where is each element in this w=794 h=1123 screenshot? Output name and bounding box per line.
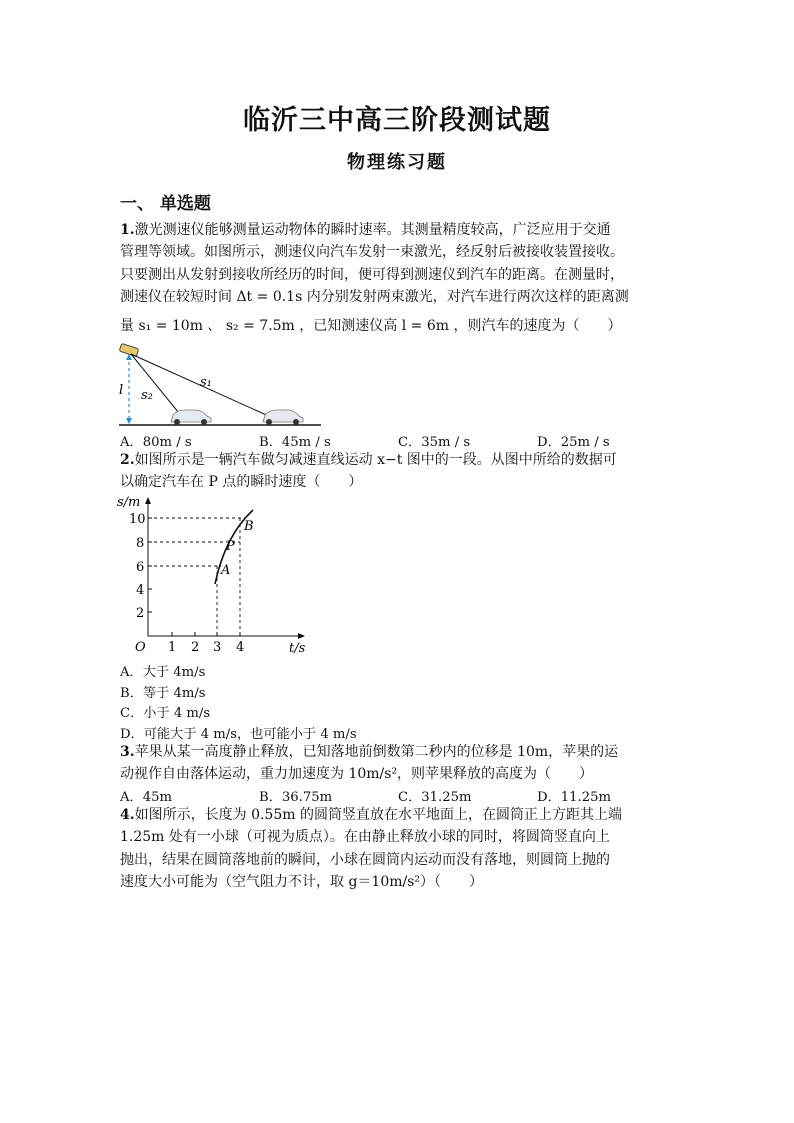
y-tick-6: 6 (136, 560, 145, 575)
q2-line-1 (120, 449, 676, 471)
car-far (263, 410, 303, 425)
question-1-text (120, 219, 676, 308)
q1-number: 1. (120, 222, 135, 238)
q1-line-1 (120, 219, 676, 241)
y-tick-2: 2 (136, 606, 145, 621)
q2-option-d[interactable]: D．可能大于 4 m/s，也可能小于 4 m/s (120, 727, 357, 742)
x-ticks (172, 632, 240, 636)
q4-line-4: 速度大小可能为（空气阻力不计，取 g＝10m/s²）（ ） (120, 873, 484, 890)
q2-option-b[interactable]: B．等于 4m/s (120, 686, 206, 701)
page-title: 临沂三中高三阶段测试题 (243, 105, 551, 136)
y-tick-10: 10 (129, 512, 146, 527)
laser-speed-figure (115, 342, 325, 430)
label-s1: s₁ (200, 375, 212, 390)
y-ticks (148, 518, 152, 612)
q3-options (120, 786, 680, 805)
origin-label: O (135, 640, 146, 655)
y-axis-arrow (145, 497, 151, 504)
point-b-label: B (244, 519, 254, 534)
q1-line-2: 管理等领域。如图所示，测速仪向汽车发射一束激光，经反射后被接收装置接收。 (120, 244, 624, 261)
x-tick-3: 3 (213, 640, 222, 655)
x-tick-1: 1 (168, 640, 177, 655)
car-near (171, 410, 211, 425)
q2-line-2: 以确定汽车在 P 点的瞬时速度（ ） (120, 474, 363, 491)
question-3-text (120, 741, 676, 786)
q3-option-c[interactable]: C．31.25m (398, 790, 472, 805)
q4-number: 4. (120, 807, 135, 823)
q3-number: 3. (120, 744, 135, 760)
label-s2: s₂ (141, 388, 153, 403)
q1-option-d[interactable]: D．25m / s (537, 435, 610, 450)
point-a-label: A (221, 563, 231, 578)
q3-option-a[interactable]: A．45m (120, 790, 172, 805)
point-p-label: P (226, 539, 235, 554)
y-tick-4: 4 (136, 583, 145, 598)
q1-line-3: 只要测出从发射到接收所经历的时间，便可得到测速仪到汽车的距离。在测量时， (120, 266, 624, 283)
q3-line-1-text: 苹果从某一高度静止释放，已知落地前倒数第二秒内的位移是 10m，苹果的运 (134, 744, 619, 760)
x-tick-4: 4 (236, 640, 245, 655)
section-heading: 一、 单选题 (120, 194, 211, 214)
xt-graph (115, 492, 315, 660)
beam-s2 (131, 354, 183, 418)
q1-line-1-text: 激光测速仪能够测量运动物体的瞬时速率。其测量精度较高，广泛应用于交通 (134, 222, 611, 238)
q1-line-4: 测速仪在较短时间 Δt = 0.1s 内分别发射两束激光，对汽车进行两次这样的距离测 (120, 288, 629, 305)
x-axis-arrow (298, 633, 305, 639)
q1-option-c[interactable]: C．35m / s (398, 435, 471, 450)
height-arrow-bottom (126, 418, 132, 424)
page-subtitle: 物理练习题 (347, 152, 447, 173)
q1-option-a[interactable]: A．80m / s (120, 435, 192, 450)
q1-line-5: 量 s₁ = 10m 、 s₂ = 7.5m ，已知测速仪高 l = 6m ，则汽车的速度为（ ） (120, 318, 622, 334)
q2-line-1-text: 如图所示是一辆汽车做匀减速直线运动 x−t 图中的一段。从图中所给的数据可 (134, 452, 617, 468)
dashed-guides (148, 518, 246, 636)
q2-option-c[interactable]: C．小于 4 m/s (120, 706, 211, 721)
question-4-text (120, 804, 676, 893)
q1-options (120, 431, 680, 450)
q3-option-b[interactable]: B．36.75m (259, 790, 333, 805)
label-l: l (119, 383, 124, 398)
y-tick-8: 8 (136, 536, 145, 551)
q1-option-b[interactable]: B．45m / s (259, 435, 331, 450)
y-axis-label: s/m (117, 495, 141, 510)
q3-line-2: 动视作自由落体运动，重力加速度为 10m/s²，则苹果释放的高度为（ ） (120, 766, 594, 783)
q2-option-a[interactable]: A．大于 4m/s (120, 665, 206, 680)
q4-line-1 (120, 804, 676, 826)
q3-line-1 (120, 741, 676, 763)
q4-line-1-text: 如图所示，长度为 0.55m 的圆筒竖直放在水平地面上，在圆筒正上方距其上端 (134, 807, 622, 823)
q3-option-d[interactable]: D．11.25m (537, 790, 612, 805)
question-2-text (120, 449, 676, 494)
x-axis-label: t/s (289, 641, 306, 656)
q2-number: 2. (120, 452, 135, 468)
q4-line-3: 抛出，结果在圆筒落地前的瞬间，小球在圆筒内运动而没有落地，则圆筒上抛的 (120, 851, 610, 868)
x-tick-2: 2 (191, 640, 200, 655)
q4-line-2: 1.25m 处有一小球（可视为质点）。在由静止释放小球的同时，将圆筒竖直向上 (120, 829, 610, 846)
